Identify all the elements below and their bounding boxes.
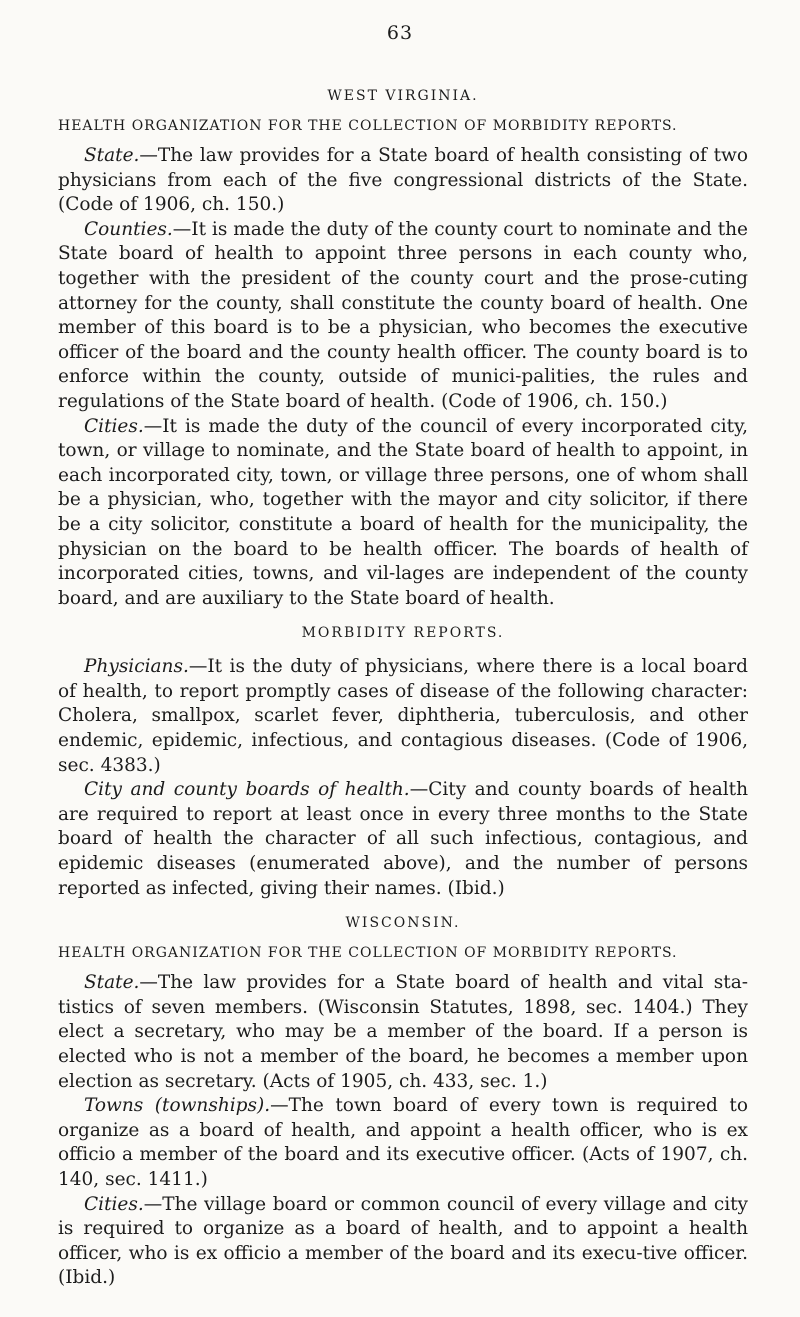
paragraph-lead: Counties. xyxy=(84,218,173,240)
state-heading-west-virginia: WEST VIRGINIA. xyxy=(327,88,479,104)
paragraph-counties xyxy=(58,218,748,415)
paragraph-text: —The village board or common council of every village and city is required to organize as a board of health, and to appoint a health officer, who is ex officio a member of the board and its execu-tive officer. (Ibid.) xyxy=(58,1193,748,1289)
section-heading-health-organization: HEALTH ORGANIZATION FOR THE COLLECTION OF MORBIDITY REPORTS. xyxy=(58,945,678,962)
state-heading-wisconsin: WISCONSIN. xyxy=(345,915,461,932)
page-number: 63 xyxy=(386,22,414,44)
paragraph-city-county-boards xyxy=(58,778,748,901)
paragraph-lead: State. xyxy=(84,972,140,994)
paragraph-text: —The law provides for a State board of health consisting of two physicians from each of the five congressional districts of the State. (Code of 1906, ch. 150.) xyxy=(58,145,748,216)
paragraph-state xyxy=(58,971,748,1094)
paragraph-state xyxy=(58,144,748,218)
paragraph-text: —The law provides for a State board of health and vital sta-tistics of seven members. (Wisconsin Statutes, 1898, sec. 1404.) They elect a secretary, who may be a member of the board. If a person is elected who is not a member of the board, he becomes a member upon election as secretary. (Acts of 1905, ch. 433, sec. 1.) xyxy=(58,972,748,1092)
paragraph-lead: City and county boards of health. xyxy=(84,779,410,801)
paragraph-text: —It is made the duty of the council of every incorporated city, town, or village to nominate, and the State board of health to appoint, in each incorporated city, town, or village three persons, one of whom shall be a physician, who, together with the mayor and city solicitor, if there be a city solicitor, constitute a board of health for the municipality, the physician on the board to be health officer. The boards of health of incorporated cities, towns, and vil-lages are independent of the county board, and are auxiliary to the State board of health. xyxy=(58,415,748,609)
paragraph-lead: Cities. xyxy=(84,1193,144,1215)
paragraph-cities xyxy=(58,1193,748,1291)
page-content xyxy=(58,88,748,1291)
section-heading-morbidity-reports: MORBIDITY REPORTS. xyxy=(301,625,505,642)
paragraph-lead: State. xyxy=(84,145,140,166)
paragraph-lead: Physicians. xyxy=(84,656,189,678)
paragraph-physicians xyxy=(58,655,748,778)
paragraph-text: —It is made the duty of the county court to nominate and the State board of health to appoint three persons in each county who, together with the president of the county court and the prose-cuting attorney for the county, shall constitute the county board of health. One member of this board is to be a physician, who becomes the executive officer of the board and the county health officer. The county board is to enforce within the county, outside of munici-palities, the rules and regulations of the State board of health. (Code of 1906, ch. 150.) xyxy=(58,218,749,412)
paragraph-towns xyxy=(58,1094,748,1192)
paragraph-lead: Towns (townships). xyxy=(84,1095,271,1117)
paragraph-text: —It is the duty of physicians, where there is a local board of health, to report promptly cases of disease of the following character: Cholera, smallpox, scarlet fever, diphtheria, tuberculosis, and other endemic, epidemic, infectious, and contagious diseases. (Code of 1906, sec. 4383.) xyxy=(58,656,748,776)
paragraph-lead: Cities. xyxy=(84,415,144,437)
paragraph-text: —City and county boards of health are required to report at least once in every three months to the State board of health the character of all such infectious, contagious, and epidemic diseases (enumerated above), and the number of persons reported as infected, giving their names. (Ibid.) xyxy=(58,779,748,899)
paragraph-cities xyxy=(58,415,748,612)
paragraph-text: —The town board of every town is required to organize as a board of health, and appoint a health officer, who is ex officio a member of the board and its executive officer. (Acts of 1907, ch. 140, sec. 1411.) xyxy=(58,1095,748,1190)
section-heading-health-organization: HEALTH ORGANIZATION FOR THE COLLECTION OF MORBIDITY REPORTS. xyxy=(58,118,678,134)
